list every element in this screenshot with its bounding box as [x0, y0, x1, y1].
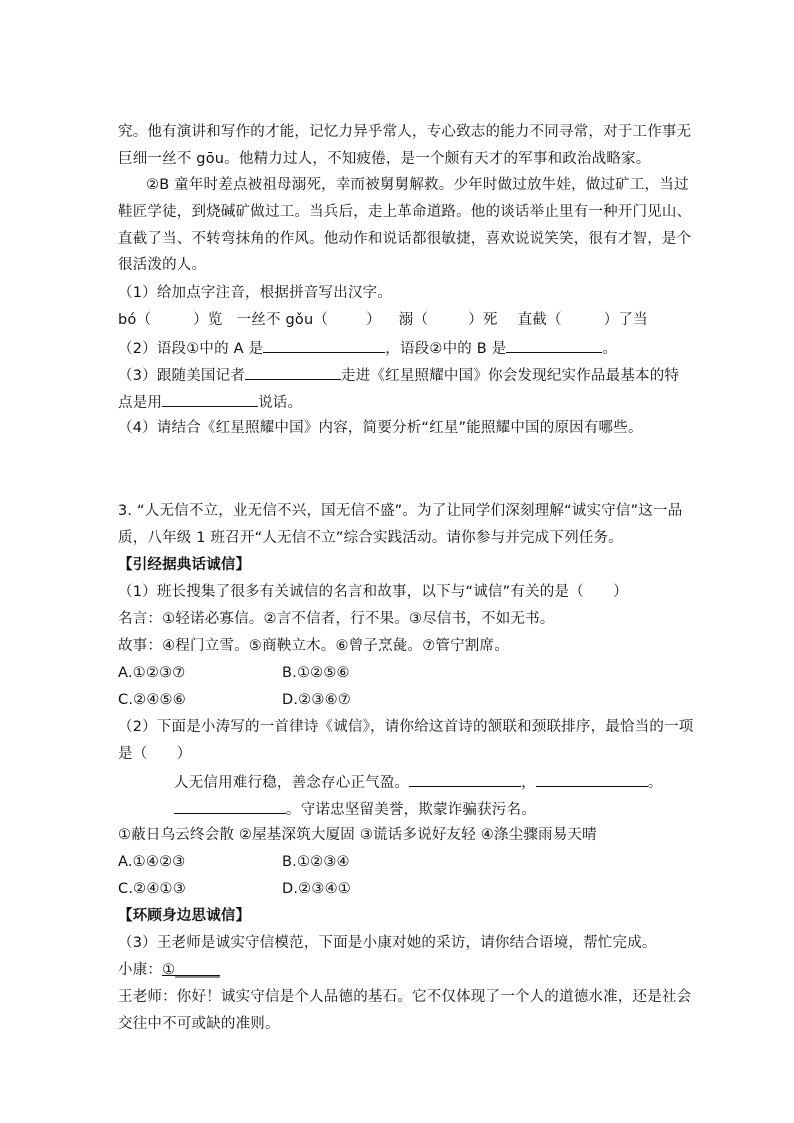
question-3-intro: 3. “人无信不立，业无信不兴，国无信不盛”。为了让同学们深刻理解“诚实守信”这一品 — [118, 503, 683, 519]
options-row — [118, 852, 350, 872]
question-3-2: （2）下面是小涛写的一首律诗《诚信》，请你给这首诗的颔联和颈联排序，最恰当的一项 — [118, 719, 694, 735]
stories-line: 故事：④程门立雪。⑤商鞅立木。⑥曾子烹彘。⑦管宁割席。 — [118, 638, 509, 654]
passage-line: 鞋匠学徒，到烧碱矿做过工。当兵后，走上革命道路。他的谈话举止里有一种开门见山、 — [118, 204, 692, 220]
dialogue-wang: 交往中不可或缺的准则。 — [118, 1016, 280, 1032]
section-heading: 【引经据典话诚信】 — [118, 557, 251, 573]
poem-line: 。守诺忠坚留美誉，欺蒙诈骗获污名。 — [174, 798, 536, 820]
option-b[interactable]: B.①②⑤⑥ — [282, 665, 350, 681]
question-3-3: （3）王老师是诚实守信模范，下面是小康对她的采访，请你结合语境，帮忙完成。 — [118, 935, 657, 951]
option-a[interactable]: A.①④②③ — [118, 854, 186, 870]
answer-blank[interactable] — [536, 771, 648, 787]
option-d[interactable]: D.②③⑥⑦ — [282, 692, 351, 708]
passage-line: 直截了当、不转弯抹角的作风。他动作和说话都很敏捷，喜欢说说笑笑，很有才智，是个 — [118, 231, 692, 247]
options-row — [118, 663, 350, 683]
dialogue-wang: 王老师：你好！诚实守信是个人品德的基石。它不仅体现了一个人的道德水准，还是社会 — [118, 989, 692, 1005]
question-2-2: （2）语段①中的 A 是 ，语段②中的 B 是 。 — [118, 337, 617, 359]
answer-blank[interactable] — [409, 771, 521, 787]
pinyin-row: bó（ ）览 一丝不 gǒu（ ） 溺（ ）死 直截（ ）了当 — [118, 312, 648, 328]
passage-line: 巨细一丝不 gōu。他精力过人，不知疲倦，是一个颇有天才的军事和政治战略家。 — [118, 151, 651, 167]
question-2-1: （1）给加点字注音，根据拼音写出汉字。 — [118, 285, 393, 301]
poem-options: ①蔽日乌云终会散 ②屋基深筑大厦固 ③谎话多说好友轻 ④涤尘骤雨易天晴 — [118, 827, 597, 843]
question-2-3-cont: 点是用 说话。 — [118, 391, 302, 413]
question-3-2-cont: 是（ ） — [118, 746, 192, 762]
option-a[interactable]: A.①②③⑦ — [118, 665, 186, 681]
dialogue-kang: 小康：①______ — [118, 962, 221, 978]
quotes-line: 名言：①轻诺必寡信。②言不信者，行不果。③尽信书，不如无书。 — [118, 611, 555, 627]
question-2-3: （3）跟随美国记者 走进《红星照耀中国》你会发现纪实作品最基本的特 — [118, 364, 679, 386]
question-3-intro: 质，八年级 1 班召开“人无信不立”综合实践活动。请你参与并完成下列任务。 — [118, 530, 623, 546]
passage-line: 究。他有演讲和写作的才能，记忆力异乎常人，专心致志的能力不同寻常，对于工作事无 — [118, 124, 692, 140]
poem-line: 人无信用难行稳，善念存心正气盈。 ， 。 — [174, 771, 663, 793]
option-c[interactable]: C.②④①③ — [118, 881, 186, 897]
question-3-1: （1）班长搜集了很多有关诚信的名言和故事，以下与“诚信”有关的是（ ） — [118, 584, 628, 600]
options-row — [118, 690, 351, 710]
answer-blank[interactable] — [263, 337, 385, 353]
options-row — [118, 879, 351, 899]
answer-blank[interactable] — [162, 391, 258, 407]
section-heading: 【环顾身边思诚信】 — [118, 908, 251, 924]
answer-blank[interactable] — [245, 364, 341, 380]
answer-blank[interactable] — [506, 337, 602, 353]
passage-line: ②B 童年时差点被祖母溺死，幸而被舅舅解救。少年时做过放牛娃，做过矿工，当过 — [146, 177, 689, 193]
option-c[interactable]: C.②④⑤⑥ — [118, 692, 186, 708]
option-b[interactable]: B.①②③④ — [282, 854, 350, 870]
answer-blank[interactable]: ①______ — [162, 962, 221, 978]
question-2-4: （4）请结合《红星照耀中国》内容，简要分析“红星”能照耀中国的原因有哪些。 — [118, 420, 643, 436]
answer-blank[interactable] — [174, 798, 286, 814]
option-d[interactable]: D.②③④① — [282, 881, 351, 897]
passage-line: 很活泼的人。 — [118, 257, 207, 273]
